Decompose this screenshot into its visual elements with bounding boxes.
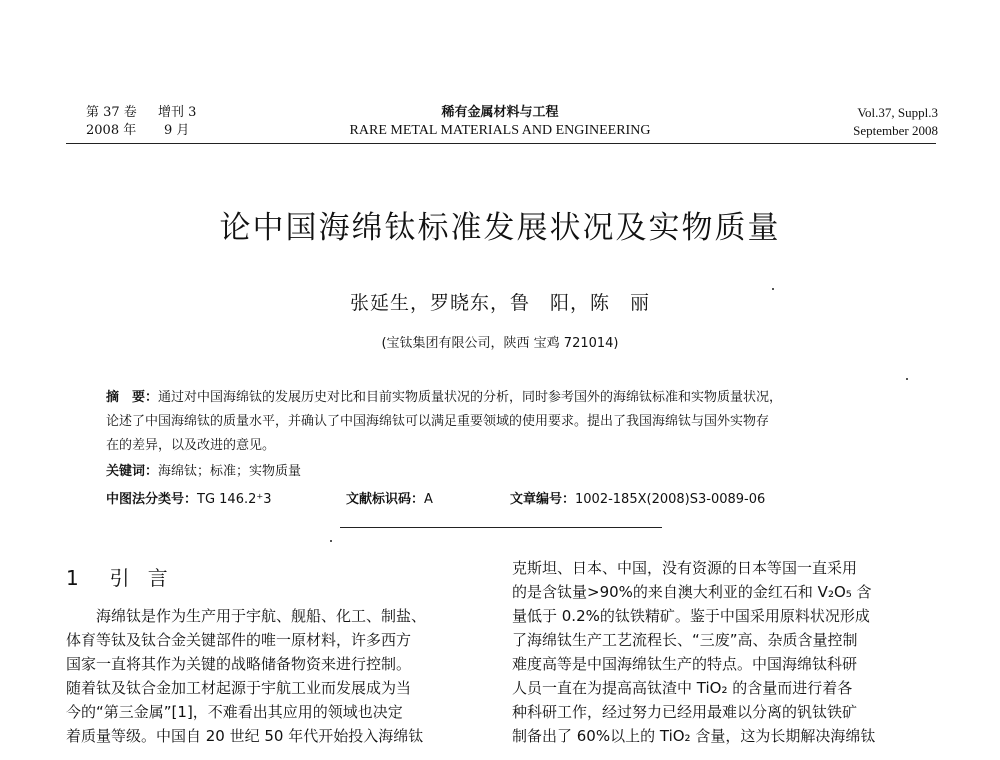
abstract-label: 摘 要： (106, 390, 159, 405)
journal-title-en: RARE METAL MATERIALS AND ENGINEERING (349, 123, 651, 138)
left-column-line: 今的“第三金属”[1]，不难看出其应用的领域也决定 (66, 703, 403, 721)
abstract-line-1 (106, 388, 782, 408)
right-column-line: 人员一直在为提高高钛渣中 TiO₂ 的含量而进行着各 (512, 679, 853, 697)
left-column-line: 着质量等级。中国自 20 世纪 50 年代开始投入海绵钛 (66, 727, 424, 745)
abstract-line-2: 论述了中国海绵钛的质量水平，并确认了中国海绵钛可以满足重要领域的使用要求。提出了我国海绵钛与国外实物存 (106, 414, 770, 429)
right-column-line: 了海绵钛生产工艺流程长、“三废”高、杂质含量控制 (512, 631, 858, 649)
keywords-value: 海绵钛；标准；实物质量 (158, 464, 302, 479)
volume-en: Vol.37, Suppl.3 (857, 105, 938, 120)
right-column-line: 量低于 0.2%的钛铁精矿。鉴于中国采用原料状况形成 (512, 607, 870, 625)
left-column-line: 体育等钛及钛合金关键部件的唯一原材料，许多西方 (66, 631, 412, 649)
scan-speck (330, 540, 332, 542)
supplement-label: 增刊 3 (158, 105, 197, 120)
article-no-line (510, 490, 765, 510)
right-column-line: 克斯坦、日本、中国，没有资源的日本等国一直采用 (512, 559, 858, 577)
section-heading (66, 562, 174, 591)
month-label: 9 月 (164, 123, 190, 138)
clc-line (106, 490, 272, 510)
section-title: 引 言 (109, 566, 174, 590)
left-column-line: 国家一直将其作为关键的战略储备物资来进行控制。 (66, 655, 412, 673)
article-no-value: 1002-185X(2008)S3-0089-06 (575, 492, 766, 507)
section-number: 1 (66, 566, 85, 590)
header-rule (66, 143, 936, 144)
left-column (66, 604, 490, 748)
left-column-line: 海绵钛是作为生产用于宇航、舰船、化工、制盐、 (66, 607, 427, 625)
abstract-line-3: 在的差异，以及改进的意见。 (106, 438, 276, 453)
article-no-label: 文章编号： (510, 492, 576, 507)
right-column-line: 制备出了 60%以上的 TiO₂ 含量，这为长期解决海绵钛 (512, 727, 876, 745)
date-en: September 2008 (853, 123, 938, 138)
abstract-text-1: 通过对中国海绵钛的发展历史对比和目前实物质量状况的分析，同时参考国外的海绵钛标准和实物质量状况， (158, 390, 783, 405)
clc-label: 中图法分类号： (106, 492, 198, 507)
scan-speck (772, 288, 774, 290)
right-column-line: 难度高等是中国海绵钛生产的特点。中国海绵钛科研 (512, 655, 858, 673)
authors: 张延生，罗晓东，鲁 阳，陈 丽 (349, 292, 650, 314)
volume-label: 第 37 卷 (86, 105, 137, 120)
scan-speck (906, 378, 908, 380)
article-title: 论中国海绵钛标准发展状况及实物质量 (219, 210, 781, 246)
doc-code-value: A (424, 492, 433, 507)
right-column (512, 556, 944, 748)
affiliation: (宝钛集团有限公司，陕西 宝鸡 721014) (381, 336, 619, 351)
doc-code-line (346, 490, 433, 510)
right-column-line: 的是含钛量>90%的来自澳大利亚的金红石和 V₂O₅ 含 (512, 583, 872, 601)
doc-code-label: 文献标识码： (346, 492, 425, 507)
abstract-separator (340, 527, 662, 528)
clc-value: TG 146.2⁺3 (197, 492, 272, 507)
journal-title-cn: 稀有金属材料与工程 (441, 105, 559, 120)
left-column-line: 随着钛及钛合金加工材起源于宇航工业而发展成为当 (66, 679, 412, 697)
keywords-label: 关键词： (106, 464, 159, 479)
keywords-line (106, 462, 301, 482)
year-label: 2008 年 (86, 123, 137, 138)
right-column-line: 种科研工作，经过努力已经用最难以分离的钒钛铁矿 (512, 703, 858, 721)
